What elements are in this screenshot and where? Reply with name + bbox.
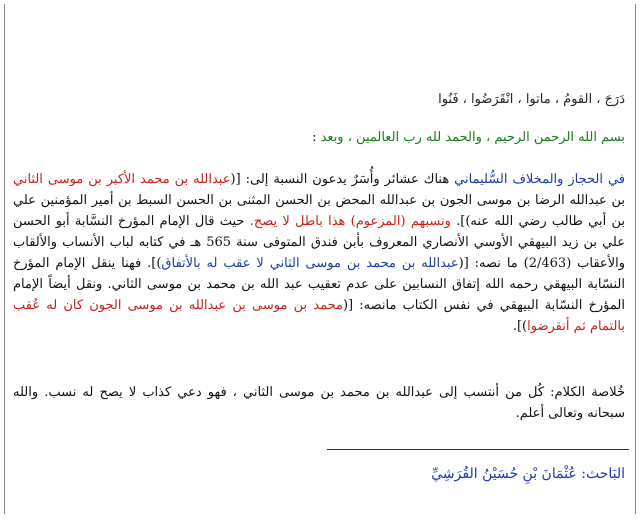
paragraph-segment-4: )]. فهنا ينقل الإمام المؤرخ النسّابة البيهقي رحمه الله إتفاق النسابين على عدم تعقيب عبد الله بن محمد بن موسى الثاني. ونقل أيضاً الإمام المؤرخ النسّابة البيهقي في نفس الكتاب مانصه: [( (13, 256, 625, 313)
invalid-lineage-statement: ونسبهم (المزعوم) هذا باطل لا يصح. (249, 214, 451, 229)
basmala-text: بسم الله الرحمن الرحيم ، والحمد لله رب العالمين ، وبعد (320, 130, 625, 145)
document-page (4, 4, 636, 514)
second-quotation: محمد بن موسى بن عبدالله بن موسى الجون كان له عُقب بالتمام ثم أنقرضوا (13, 298, 625, 334)
author-signature: البَاحث: عُثْمَانَ بْنِ حُسَيْنُ القُرَشِيِّ (431, 466, 625, 482)
paragraph-segment-5: )]. (512, 319, 528, 334)
signature-divider (327, 449, 629, 450)
conclusion-paragraph: خُلاصة الكلام: كُل من أنتسب إلى عبدالله بن محمد بن موسى الثاني ، فهو دعي كذاب لا يصح له نسب. والله سبحانه وتعالى أعلم. (13, 385, 625, 421)
basmala-line (312, 130, 625, 145)
keywords-line: دَرَجَ ، القومُ ، ماتوا ، انْقَرَضُوا ، فَنُوا (438, 92, 625, 107)
claimed-lineage-name: عبدالله بن محمد الأكبر بن موسى الثاني (13, 172, 231, 187)
paragraph-segment-3: حيث قال الإمام المؤرخ النسَّابة أبو الحسن علي بن زيد البيهقي الأوسي الأنصاري المعروف بأبن فندق المتوفى سنة 565 هـ في كتابه لباب الأنساب والألقاب والأعقاب (2/463) ما نصه: [( (13, 214, 625, 271)
paragraph-segment-1: هناك عشائر وأُسَرٌ يدعون النسبة إلى: [( (230, 172, 455, 187)
region-names: في الحجاز والمخلاف السُّليماني (454, 172, 626, 187)
paragraph-segment-2: بن عبدالله الرضا بن موسى الجون بن عبدالله المحض بن الحسن المثنى بن الحسن السبط بن أمير المؤمنين علي بن أبي طالب رضي الله عنه)]. (13, 193, 625, 229)
main-paragraph (13, 169, 625, 337)
basmala-colon: : (312, 130, 321, 145)
first-quotation: عبدالله بن محمد بن موسى الثاني لا عقب له بالأتفاق (161, 256, 459, 271)
